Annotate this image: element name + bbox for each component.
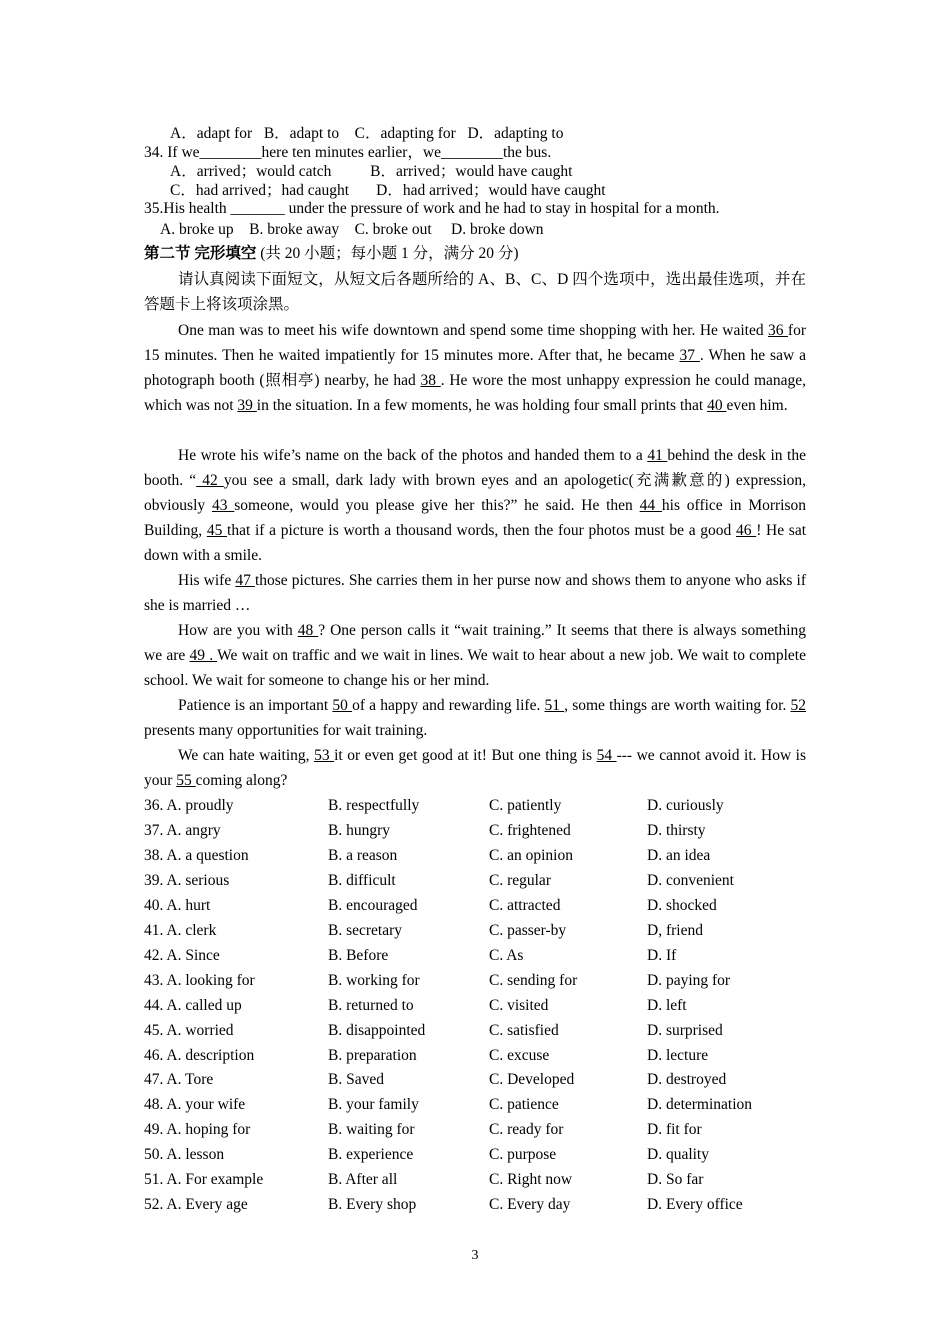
option-a: 41. A. clerk — [144, 921, 217, 939]
cloze-blank: 37 — [679, 347, 700, 364]
option-c: C. sending for — [489, 971, 578, 989]
passage-text: --- we cannot avoid it. How is your — [144, 747, 807, 789]
option-b: B. Saved — [328, 1071, 384, 1089]
cloze-blank: 43 — [211, 497, 235, 514]
passage-text: for 15 minutes. Then he waited impatiently for 15 minutes more. After that, he became — [144, 322, 806, 364]
q34-options-ab: A．arrived；would catch B．arrived；would have caught — [170, 163, 573, 180]
passage-text: even him. — [726, 397, 788, 414]
options-row — [144, 1018, 806, 1043]
cloze-blank: 41 — [647, 447, 668, 464]
passage-text: His wife — [178, 572, 236, 589]
option-a: 37. A. angry — [144, 821, 221, 839]
options-row — [144, 893, 806, 918]
q35-stem: 35.His health _______ under the pressure of work and he had to stay in hospital for a month. — [144, 200, 720, 217]
q35-options: A. broke up B. broke away C. broke out D. broke down — [160, 221, 544, 238]
cloze-blank: 46 — [735, 522, 757, 539]
option-c: C. passer-by — [489, 921, 567, 939]
option-b: B. waiting for — [328, 1121, 415, 1139]
options-row — [144, 993, 806, 1018]
option-a: 47. A. Tore — [144, 1071, 214, 1089]
passage-text: that if a picture is worth a thousand words, then the four photos must be a good — [227, 522, 736, 539]
passage-text: . When he saw a photograph booth (照相亭) nearby, he had — [144, 347, 806, 389]
option-a: 42. A. Since — [144, 946, 220, 964]
cloze-blank: 36 — [768, 322, 788, 339]
option-c: C. As — [489, 946, 524, 964]
passage-paragraph-3 — [144, 568, 806, 618]
option-d: D. curiously — [647, 797, 724, 814]
option-c: C. Developed — [489, 1071, 575, 1089]
q34-stem: 34. If we________here ten minutes earlier，we________the bus. — [144, 144, 552, 161]
option-b: B. preparation — [328, 1046, 417, 1064]
option-a: 49. A. hoping for — [144, 1121, 251, 1139]
option-d: D. If — [647, 946, 677, 964]
option-d: D. left — [647, 996, 687, 1014]
option-d: D, friend — [647, 921, 703, 939]
option-b: B. hungry — [328, 821, 390, 839]
option-a: 52. A. Every age — [144, 1196, 248, 1214]
cloze-blank: 42 — [196, 472, 224, 489]
passage-text: coming along? — [195, 772, 288, 789]
cloze-blank: 54 — [596, 747, 617, 764]
options-row — [144, 818, 806, 843]
option-d: D. paying for — [647, 971, 731, 989]
option-a: 46. A. description — [144, 1046, 255, 1064]
option-b: B. encouraged — [328, 896, 418, 914]
cloze-blank: 47 — [235, 572, 255, 589]
option-a: 51. A. For example — [144, 1171, 264, 1189]
passage-paragraph-6 — [144, 743, 806, 793]
option-c: C. satisfied — [489, 1021, 559, 1039]
options-row — [144, 918, 806, 943]
option-d: D. an idea — [647, 846, 711, 864]
options-row — [144, 1192, 806, 1217]
option-a: 48. A. your wife — [144, 1096, 246, 1114]
option-a: 39. A. serious — [144, 871, 230, 889]
option-c: C. excuse — [489, 1046, 550, 1064]
option-c: C. patiently — [489, 797, 562, 814]
passage-paragraph-2 — [144, 443, 806, 568]
options-row — [144, 1092, 806, 1117]
option-d: D. fit for — [647, 1121, 702, 1139]
passage-text: ? One person calls it “wait training.” It seems that there is always something we are — [144, 622, 807, 664]
passage-text: those pictures. She carries them in her purse now and shows them to anyone who asks if she is married … — [144, 572, 807, 614]
passage-text: his office in Morrison Building, — [144, 497, 807, 539]
option-b: B. After all — [328, 1171, 398, 1189]
option-d: D. shocked — [647, 896, 717, 914]
option-d: D. thirsty — [647, 821, 706, 839]
cloze-blank: 44 — [639, 497, 662, 514]
passage-text: He wrote his wife’s name on the back of the photos and handed them to a — [178, 447, 648, 464]
option-c: C. frightened — [489, 821, 571, 839]
options-row — [144, 1142, 806, 1167]
option-b: B. Before — [328, 946, 389, 964]
options-row — [144, 868, 806, 893]
cloze-blank: 38 — [420, 372, 441, 389]
passage-text: ! He sat down with a smile. — [144, 522, 807, 564]
passage-text: Patience is an important — [178, 697, 333, 714]
option-b: B. respectfully — [328, 797, 420, 814]
options-row — [144, 843, 806, 868]
option-a: 50. A. lesson — [144, 1146, 225, 1164]
passage-paragraph-5 — [144, 693, 806, 743]
passage-text: you see a small, dark lady with brown eyes and an apologetic(充满歉意的) expression, obviously — [144, 472, 807, 514]
passage-text: in the situation. In a few moments, he was holding four small prints that — [256, 397, 708, 414]
cloze-blank: 40 — [707, 397, 727, 414]
option-c: C. regular — [489, 871, 551, 889]
option-d: D. lecture — [647, 1046, 709, 1064]
option-b: B. experience — [328, 1146, 414, 1164]
passage-text: it or even get good at it! But one thing is — [334, 747, 597, 764]
page-number: 3 — [471, 1248, 479, 1263]
passage-text: . He wore the most unhappy expression he could manage, which was not — [144, 372, 807, 414]
options-row — [144, 1067, 806, 1092]
option-b: B. a reason — [328, 846, 398, 864]
cloze-blank: 49 . — [189, 647, 218, 664]
option-c: C. attracted — [489, 896, 561, 914]
cloze-blank: 50 — [332, 697, 353, 714]
option-d: D. determination — [647, 1096, 753, 1114]
q33-options: A．adapt for B．adapt to C．adapting for D．adapting to — [170, 125, 564, 142]
options-row — [144, 1117, 806, 1142]
cloze-blank: 39 — [237, 397, 257, 414]
option-d: D. convenient — [647, 871, 734, 889]
cloze-blank: 53 — [314, 747, 335, 764]
option-b: B. returned to — [328, 996, 414, 1014]
option-c: C. Right now — [489, 1171, 573, 1189]
cloze-blank: 51 — [544, 697, 565, 714]
option-c: C. patience — [489, 1096, 559, 1114]
option-c: C. purpose — [489, 1146, 557, 1164]
passage-text: behind the desk in the booth. “ — [144, 447, 806, 489]
cloze-blank: 55 — [176, 772, 196, 789]
cloze-blank: 45 — [206, 522, 228, 539]
option-d: D. So far — [647, 1171, 704, 1189]
passage-text: presents many opportunities for wait training. — [144, 722, 428, 739]
options-row — [144, 1043, 806, 1068]
option-a: 44. A. called up — [144, 996, 242, 1014]
option-b: B. working for — [328, 971, 420, 989]
section-instruction: 请认真阅读下面短文，从短文后各题所给的 A、B、C、D 四个选项中，选出最佳选项，并在答题卡上将该项涂黑。 — [144, 271, 806, 313]
option-a: 36. A. proudly — [144, 797, 234, 814]
passage-text: someone, would you please give her this?” he said. He then — [234, 497, 640, 514]
option-d: D. quality — [647, 1146, 709, 1164]
option-a: 40. A. hurt — [144, 896, 211, 914]
passage-paragraph-4 — [144, 618, 806, 693]
q34-options-cd: C．had arrived；had caught D．had arrived；would have caught — [170, 182, 606, 199]
options-row — [144, 1167, 806, 1192]
options-row — [144, 793, 806, 818]
option-a: 45. A. worried — [144, 1021, 234, 1039]
section-note: (共 20 小题；每小题 1 分，满分 20 分) — [256, 245, 519, 262]
option-b: B. disappointed — [328, 1021, 426, 1039]
passage-text: We wait on traffic and we wait in lines. We wait to hear about a new job. We wait to complete school. We wait for someone to change his or her mind. — [144, 647, 806, 689]
passage-paragraph-1 — [144, 318, 806, 418]
options-row — [144, 968, 806, 993]
option-b: B. difficult — [328, 871, 396, 889]
option-b: B. secretary — [328, 921, 403, 939]
options-row — [144, 943, 806, 968]
option-c: C. an opinion — [489, 846, 573, 864]
option-a: 43. A. looking for — [144, 971, 255, 989]
passage-text: We can hate waiting, — [178, 747, 315, 764]
option-a: 38. A. a question — [144, 846, 249, 864]
passage-text: How are you with — [178, 622, 298, 639]
option-d: D. Every office — [647, 1196, 743, 1214]
cloze-blank: 52 — [790, 697, 806, 714]
passage-text: One man was to meet his wife downtown and spend some time shopping with her. He waited — [178, 322, 769, 339]
option-d: D. surprised — [647, 1021, 723, 1039]
option-c: C. Every day — [489, 1196, 571, 1214]
option-b: B. your family — [328, 1096, 419, 1114]
section-title: 第二节 完形填空 — [144, 245, 257, 262]
passage-text: , some things are worth waiting for. — [564, 697, 791, 714]
section-heading — [144, 241, 519, 266]
passage-text: of a happy and rewarding life. — [352, 697, 545, 714]
option-c: C. visited — [489, 996, 549, 1014]
option-c: C. ready for — [489, 1121, 564, 1139]
cloze-blank: 48 — [297, 622, 319, 639]
option-d: D. destroyed — [647, 1071, 727, 1089]
option-b: B. Every shop — [328, 1196, 417, 1214]
